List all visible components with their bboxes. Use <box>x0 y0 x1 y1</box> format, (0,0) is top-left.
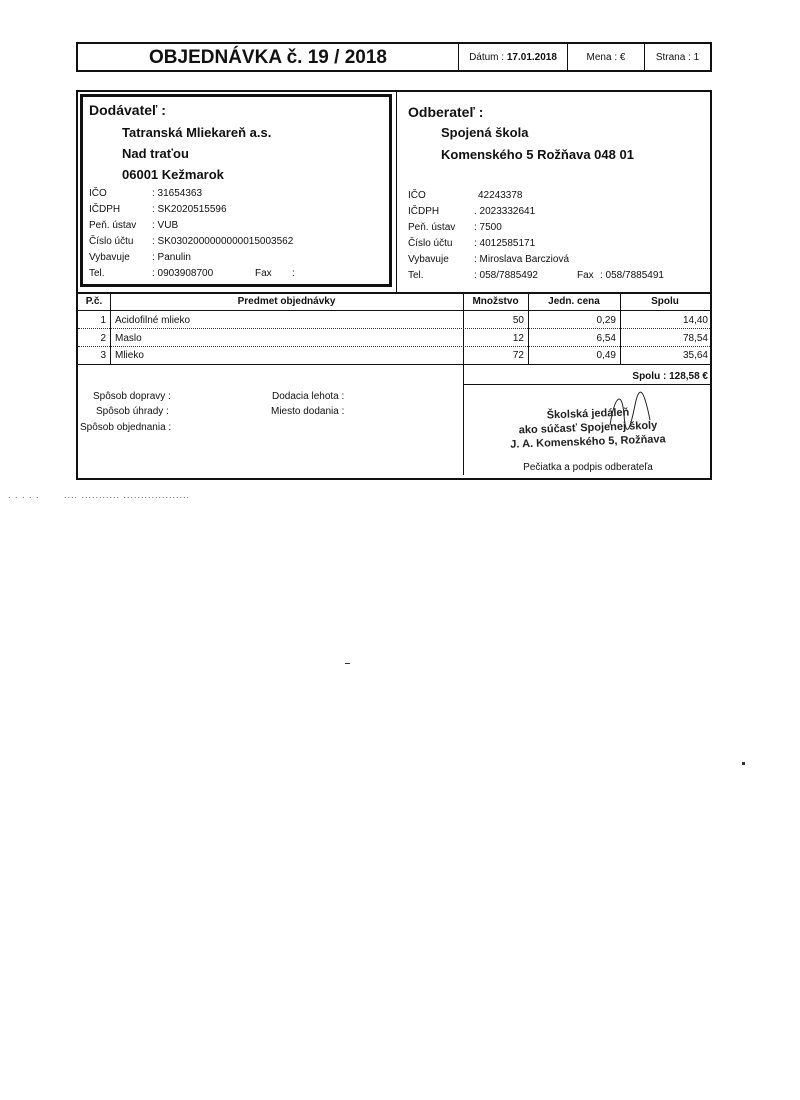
customer-account-label: Číslo účtu <box>408 238 453 249</box>
order-title: OBJEDNÁVKA č. 19 / 2018 <box>149 47 387 68</box>
total-border <box>463 384 712 385</box>
row-separator <box>78 328 710 329</box>
table-row-qty: 72 <box>512 350 524 361</box>
date-value: 17.01.2018 <box>506 52 557 63</box>
customer-contact-value: : Miroslava Barcziová <box>474 254 570 265</box>
table-row-item: Maslo <box>115 333 142 344</box>
currency: Mena : € <box>586 52 626 63</box>
row-separator <box>78 346 710 347</box>
table-row-item: Acidofilné mlieko <box>115 315 191 326</box>
table-header-border <box>76 310 712 311</box>
supplier-icdph-label: IČDPH <box>89 204 121 215</box>
customer-icdph-value: . 2023332641 <box>474 206 536 217</box>
supplier-account-label: Číslo účtu <box>89 236 134 247</box>
supplier-fax-label: Fax <box>255 268 272 279</box>
customer-heading: Odberateľ : <box>408 104 484 120</box>
customer-tel-label: Tel. <box>408 270 424 281</box>
grand-total: Spolu : 128,58 € <box>632 371 708 382</box>
table-row-item: Mlieko <box>115 350 144 361</box>
stamp-line-2: ako súčasť Spojenej školy <box>518 419 658 437</box>
date-label: Dátum : <box>469 52 505 63</box>
col-header-unit-price: Jedn. cena <box>548 296 600 307</box>
supplier-ico-label: IČO <box>89 188 107 199</box>
table-bottom-border <box>76 364 712 365</box>
delivery-place-label: Miesto dodania : <box>271 406 345 417</box>
table-row-unit: 0,49 <box>596 350 616 361</box>
col-header-no: P.č. <box>85 296 103 307</box>
supplier-bank-value: : VUB <box>152 220 179 231</box>
customer-contact-label: Vybavuje <box>408 254 449 265</box>
customer-bank-value: : 7500 <box>474 222 502 233</box>
customer-tel-value: : 058/7885492 <box>474 270 538 281</box>
col-header-total: Spolu <box>651 296 679 307</box>
supplier-ico-value: : 31654363 <box>152 188 203 199</box>
supplier-tel-label: Tel. <box>89 268 105 279</box>
col-header-qty: Množstvo <box>472 296 519 307</box>
party-divider <box>396 92 397 292</box>
scan-artifact <box>742 762 745 765</box>
signature-caption: Pečiatka a podpis odberateľa <box>523 462 653 473</box>
supplier-contact-value: : Panulin <box>152 252 191 263</box>
supplier-heading: Dodávateľ : <box>89 102 166 118</box>
customer-ico-label: IČO <box>408 190 426 201</box>
scan-artifact <box>345 663 350 664</box>
table-row-total: 14,40 <box>682 315 708 326</box>
signature-scribble <box>600 385 660 435</box>
order-header <box>76 42 712 72</box>
table-row-qty: 50 <box>512 315 524 326</box>
payment-label: Spôsob úhrady : <box>96 406 169 417</box>
customer-name: Spojená škola <box>441 125 529 140</box>
customer-fax-value: : 058/7885491 <box>600 270 664 281</box>
table-row-qty: 12 <box>512 333 524 344</box>
supplier-contact-label: Vybavuje <box>89 252 130 263</box>
table-row-total: 78,54 <box>682 333 708 344</box>
table-row-total: 35,64 <box>682 350 708 361</box>
customer-ico-value: 42243378 <box>478 190 523 201</box>
supplier-city: 06001 Kežmarok <box>122 167 224 182</box>
scan-artifact: .... ........... ................... <box>64 490 191 500</box>
supplier-street: Nad traťou <box>122 146 189 161</box>
table-row-no: 2 <box>100 333 106 344</box>
table-top-border <box>76 292 712 294</box>
scan-artifact: . . . . . <box>8 490 40 500</box>
stamp-line-1: Školská jedáleň <box>546 406 630 422</box>
supplier-tel-value: : 0903908700 <box>152 268 214 279</box>
supplier-name: Tatranská Mliekareň a.s. <box>122 125 272 140</box>
customer-icdph-label: IČDPH <box>408 206 440 217</box>
customer-bank-label: Peň. ústav <box>408 222 456 233</box>
supplier-account-value: : SK0302000000000015003562 <box>152 236 294 247</box>
table-row-no: 3 <box>100 350 106 361</box>
col-header-item: Predmet objednávky <box>237 296 336 307</box>
order-date <box>459 44 567 70</box>
customer-account-value: : 4012585171 <box>474 238 536 249</box>
transport-label: Spôsob dopravy : <box>93 391 171 402</box>
table-row-no: 1 <box>100 315 106 326</box>
order-method-label: Spôsob objednania : <box>80 422 172 433</box>
page-number: Strana : 1 <box>655 52 700 63</box>
table-row-unit: 6,54 <box>596 333 616 344</box>
table-row-unit: 0,29 <box>596 315 616 326</box>
supplier-fax-value: : <box>292 268 295 279</box>
supplier-icdph-value: : SK2020515596 <box>152 204 227 215</box>
stamp-line-3: J. A. Komenského 5, Rožňava <box>510 433 666 451</box>
customer-fax-label: Fax <box>577 270 594 281</box>
supplier-bank-label: Peň. ústav <box>89 220 137 231</box>
delivery-time-label: Dodacia lehota : <box>272 391 345 402</box>
customer-address: Komenského 5 Rožňava 048 01 <box>441 147 634 162</box>
